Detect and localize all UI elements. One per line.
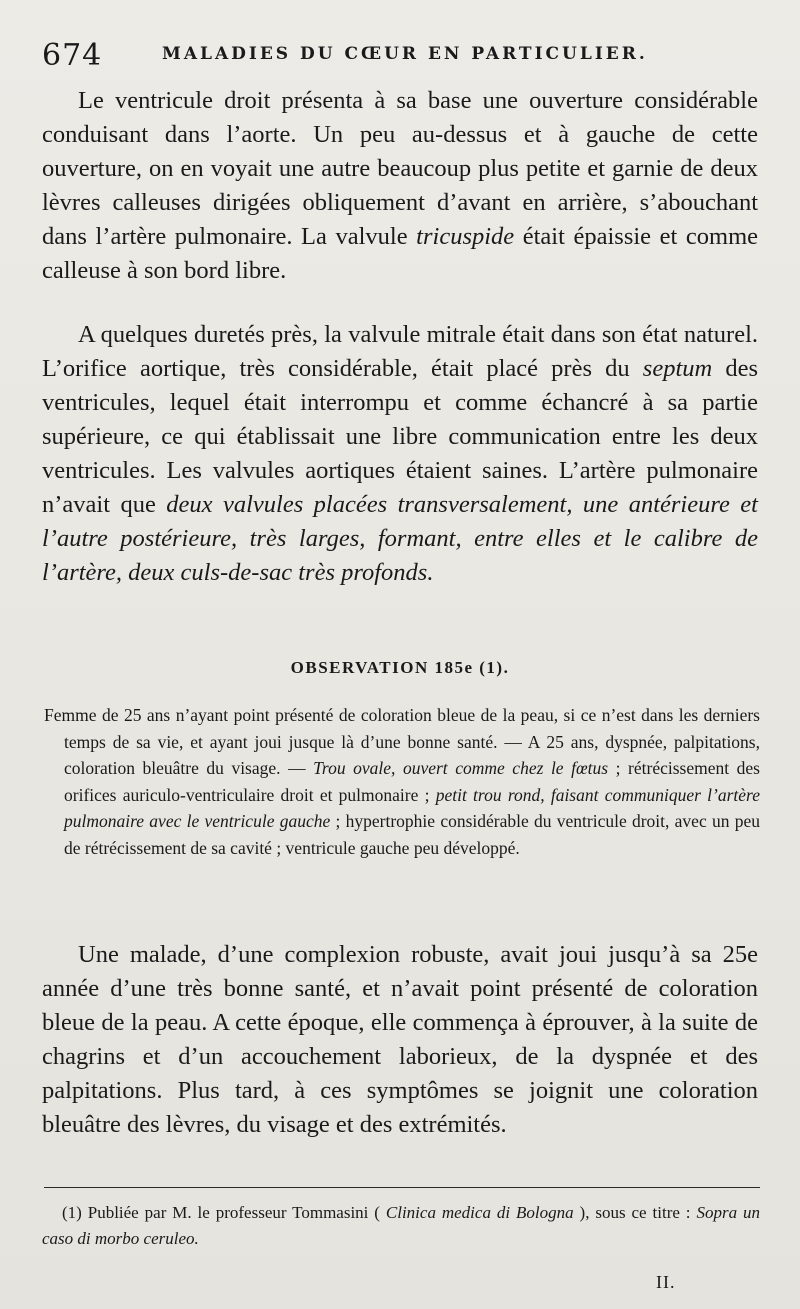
footnote-rule [44, 1187, 760, 1188]
paragraph-text: était épaissie et comme calleuse à son bord libre. [42, 223, 758, 284]
paragraph-text: Le ventricule droit présenta à sa base une ouverture considérable conduisant dans l’aorte. Un peu au-dessus et à gauche de cette ouverture, on en voyait une autre beaucoup plus petite et garnie de deux lèvres calleuses dirigées obliquement d’avant en arrière, s’abouchant dans l’artère pulmonaire. La valvule [42, 87, 758, 250]
page-number: 674 [42, 38, 103, 73]
italic-term: septum [642, 355, 713, 382]
summary-text: Femme de 25 ans n’ayant point présenté de coloration bleue de la peau, si ce n’est dans les derniers temps de sa vie, et ayant joui jusque là d’une bonne santé. — A 25 ans, dyspnée, palpitations, coloration bleuâtre du visage. — [44, 705, 760, 779]
paragraph-text: des ventricules, lequel était interrompu et comme échancré à sa partie supérieure, ce qui établissait une libre communication entre les deux ventricules. Les valvules aortiques étaient saines. L’artère pulmonaire n’avait que [42, 355, 758, 518]
footnote-italic: Clinica medica di Bologna [385, 1203, 574, 1222]
summary-text: ; rétrécissement des orifices auriculo-ventriculaire droit et pulmonaire ; [64, 758, 760, 805]
paragraph-mitral-valve [42, 318, 758, 590]
observation-title: OBSERVATION 185e (1). [290, 658, 510, 677]
paragraph-text: Une malade, d’une complexion robuste, avait joui jusqu’à sa 25e année d’une très bonne santé, et n’avait point présenté de coloration bleue de la peau. A cette époque, elle commença à éprouver, à la suite de chagrins et d’un accouchement laborieux, de la dyspnée et des palpitations. Plus tard, à ces symptômes se joignit une coloration bleuâtre des lèvres, du visage et des extrémités. [42, 941, 758, 1138]
summary-italic: Trou ovale, ouvert comme chez le fœtus [313, 758, 609, 779]
paragraph-case-history [42, 938, 758, 1142]
italic-passage: deux valvules placées transversalement, une antérieure et l’autre postérieure, très larges, formant, entre elles et le calibre de l’artère, deux culs-de-sac très profonds. [42, 491, 758, 586]
summary-text: ; hypertrophie considérable du ventricule droit, avec un peu de rétrécissement de sa cavité ; ventricule gauche peu développé. [64, 811, 760, 858]
footnote-text: (1) Publiée par M. le professeur Tommasini ( [62, 1203, 386, 1222]
footnote-text: ), sous ce titre : [573, 1203, 697, 1222]
footnote-italic: Sopra un caso di morbo ceruleo. [42, 1203, 760, 1248]
italic-term: tricuspide [416, 223, 515, 250]
signature-mark: II. [656, 1272, 676, 1292]
running-head: MALADIES DU CŒUR EN PARTICULIER. [162, 44, 648, 64]
paragraph-right-ventricle [42, 84, 758, 288]
summary-italic: petit trou rond, faisant communiquer l’artère pulmonaire avec le ventricule gauche [64, 784, 760, 832]
paragraph-text: A quelques duretés près, la valvule mitrale était dans son état naturel. L’orifice aortique, très considérable, était placé près du [42, 321, 758, 382]
observation-summary [44, 702, 760, 862]
page-header [42, 38, 742, 74]
footnote [42, 1200, 760, 1252]
